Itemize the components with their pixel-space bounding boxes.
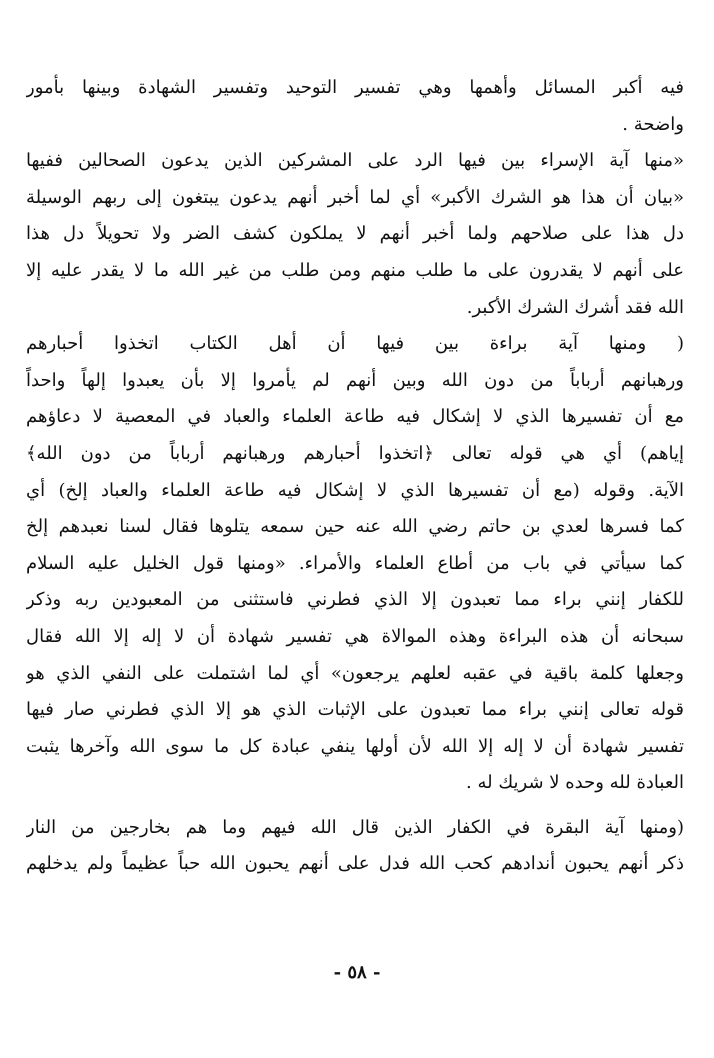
text-line: وجعلها كلمة باقية في عقبه لعلهم يرجعون» أي لما اشتملت على النفي الذي هو xyxy=(26,662,684,684)
text-line: إياهم) أي هي قوله تعالى ﴿اتخذوا أحبارهم ورهبانهم أرباباً من دون الله﴾ xyxy=(26,442,684,464)
text-line: تفسير شهادة أن لا إله إلا الله لأن أولها ينفي عبادة كل ما سوى الله وآخرها يثبت xyxy=(26,735,684,757)
text-line: قوله تعالى إنني براء مما تعبدون على الإثبات الذي هو إلا الذي فطرني صار فيها xyxy=(26,699,684,721)
text-line: كما سيأتي في باب من أطاع العلماء والأمراء. «ومنها قول الخليل عليه السلام xyxy=(26,552,684,574)
text-line: العبادة لله وحده لا شريك له . xyxy=(466,772,684,794)
page-number: - ٥٨ - xyxy=(333,962,381,983)
text-line: «منها آية الإسراء بين فيها الرد على المشركين الذين يدعون الصحالين ففيها xyxy=(26,150,684,172)
text-line: الآية. وقوله (مع أن تفسيرها الذي لا إشكال فيه طاعة العلماء والعباد إلخ) أي xyxy=(26,479,684,501)
paragraph-gap xyxy=(26,802,684,810)
text-line: سبحانه أن هذه البراءة وهذه الموالاة هي تفسير شهادة أن لا إله إلا الله فقال xyxy=(26,625,684,647)
text-line: كما فسرها لعدي بن حاتم رضي الله عنه حين سمعه يتلوها فقال لسنا نعبدهم إلخ xyxy=(26,516,684,538)
text-line: (ومنها آية البقرة في الكفار الذين قال الله فيهم وما هم بخارجين من النار xyxy=(26,816,684,838)
text-line: ( ومنها آية براءة بين فيها أن أهل الكتاب اتخذوا أحبارهم xyxy=(26,333,684,355)
text-line: مع أن تفسيرها الذي لا إشكال فيه طاعة العلماء والعباد في المعصية لا دعاؤهم xyxy=(26,406,684,428)
text-line: واضحة . xyxy=(622,113,684,135)
body-text xyxy=(26,70,684,883)
text-line: الله فقد أشرك الشرك الأكبر. xyxy=(466,296,684,318)
text-line: على أنهم لا يقدرون على ما طلب منهم ومن طلب من غير الله ما لا يقدر عليه إلا xyxy=(26,259,684,281)
text-line: ورهبانهم أرباباً من دون الله وبين أنهم لم يأمروا إلا بأن يعبدوا إلهاً واحداً xyxy=(26,369,684,391)
text-line: فيه أكبر المسائل وأهمها وهي تفسير التوحيد وتفسير الشهادة وبينها بأمور xyxy=(26,77,684,98)
text-line: للكفار إنني براء مما تعبدون إلا الذي فطرني فاستثنى من المعبودين ربه وذكر xyxy=(26,589,684,611)
text-line: دل هذا على صلاحهم ولما أخبر أنهم لا يملكون كشف الضر ولا تحويلاً دل هذا xyxy=(26,223,684,245)
text-line: ذكر أنهم يحبون أندادهم كحب الله فدل على أنهم يحبون الله حباً عظيماً ولم يدخلهم xyxy=(26,853,684,875)
text-line: «بيان أن هذا هو الشرك الأكبر» أي لما أخبر أنهم يدعون يبتغون إلى ربهم الوسيلة xyxy=(26,186,684,208)
